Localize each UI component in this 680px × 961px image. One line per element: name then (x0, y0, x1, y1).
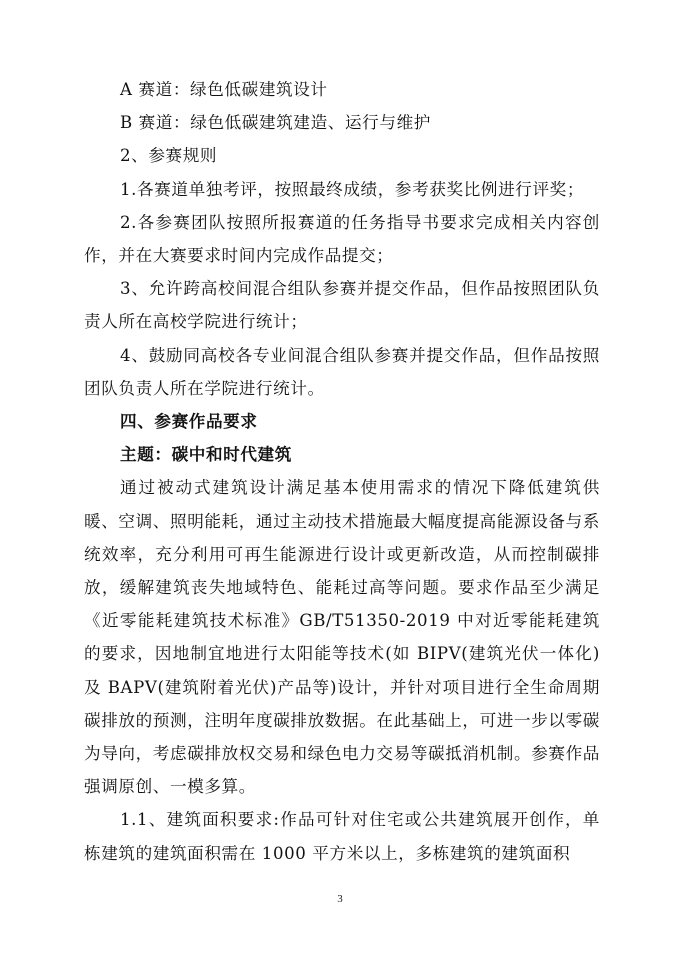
rule-4-paragraph: 4、鼓励同高校各专业间混合组队参赛并提交作品，但作品按照团队负责人所在学院进行统计。 (84, 345, 600, 398)
theme-description-paragraph: 通过被动式建筑设计满足基本使用需求的情况下降低建筑供暖、空调、照明能耗，通过主动技术措施最大幅度提高能源设备与系统效率，充分利用可再生能源进行设计或更新改造，从而控制碳排放，缓解建筑丧失地域特色、能耗过高等问题。要求作品至少满足《近零能耗建筑技术标准》GB/T51350-2019 中对近零能耗建筑的要求，因地制宜地进行太阳能等技术(如 BIPV(建筑光伏一体化)及 BAPV(建筑附着光伏)产品等)设计，并针对项目进行全生命周期碳排放的预测，注明年度碳排放数据。在此基础上，可进一步以零碳为导向，考虑碳排放权交易和绿色电力交易等碳抵消机制。参赛作品强调原创、一模多算。 (84, 478, 600, 797)
document-body (84, 73, 600, 870)
rule-1-paragraph: 1.各赛道单独考评，按照最终成绩，参考获奖比例进行评奖； (120, 179, 585, 199)
rule-3-paragraph: 3、允许跨高校间混合组队参赛并提交作品，但作品按照团队负责人所在高校学院进行统计； (84, 279, 600, 332)
rule-2-paragraph: 2.各参赛团队按照所报赛道的任务指导书要求完成相关内容创作，并在大赛要求时间内完成作品提交； (84, 212, 600, 266)
theme-heading: 主题：碳中和时代建筑 (120, 444, 292, 465)
page-number: 3 (337, 893, 343, 905)
track-a-line: A 赛道：绿色低碳建筑设计 (120, 80, 328, 99)
section-heading-work-requirements: 四、参赛作品要求 (120, 411, 258, 432)
rules-subheading: 2、参赛规则 (120, 146, 218, 166)
area-requirement-paragraph: 1.1、建筑面积要求:作品可针对住宅或公共建筑展开创作，单栋建筑的建筑面积需在 1000 平方米以上，多栋建筑的建筑面积 (84, 810, 600, 863)
track-b-line: B 赛道：绿色低碳建筑建造、运行与维护 (120, 113, 431, 133)
